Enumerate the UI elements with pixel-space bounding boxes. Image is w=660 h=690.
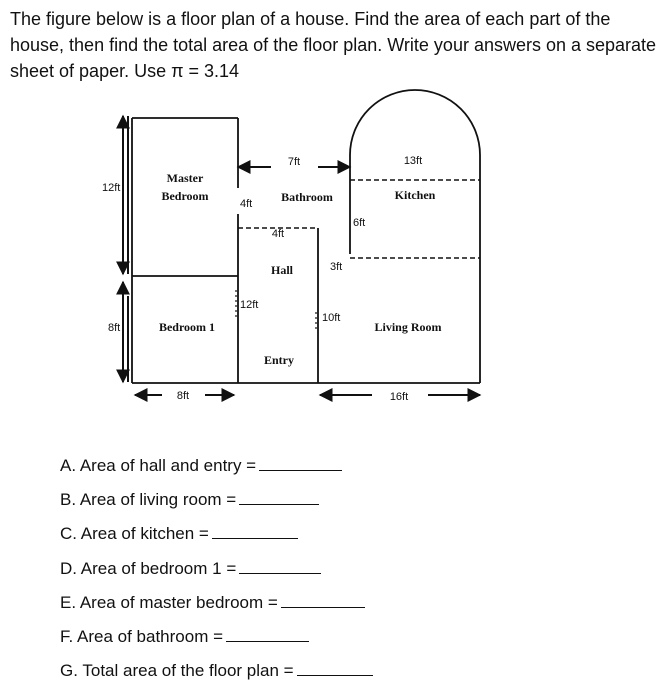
question-text: D. Area of bedroom 1 = (60, 559, 237, 578)
answer-blank (259, 456, 342, 471)
answer-blank (281, 593, 365, 608)
dim-kitchen-top: 13ft (403, 155, 423, 167)
dim-hall-side: 12ft (240, 299, 259, 311)
dim-bathroom-side: 4ft (240, 198, 253, 210)
master-bedroom-label-line1: Master (166, 171, 204, 185)
dim-entry-right: 10ft (322, 312, 341, 324)
hall-label: Hall (270, 263, 294, 277)
dim-hall-right: 3ft (330, 261, 343, 273)
question-text: G. Total area of the floor plan = (60, 661, 294, 680)
answer-blank (297, 661, 373, 676)
question-text: E. Area of master bedroom = (60, 593, 278, 612)
dim-left-bottom: 8ft (108, 322, 121, 334)
answer-blank (239, 559, 321, 574)
dim-left-top: 12ft (102, 182, 121, 194)
bedroom-1-label: Bedroom 1 (158, 320, 216, 334)
kitchen-label: Kitchen (394, 188, 436, 202)
dim-hall-top: 4ft (271, 228, 285, 240)
question-text: F. Area of bathroom = (60, 627, 224, 646)
question-a (60, 455, 342, 477)
question-text: C. Area of kitchen = (60, 524, 209, 543)
dim-bottom-right: 16ft (389, 391, 409, 403)
question-e (60, 592, 365, 614)
question-f (60, 626, 309, 648)
question-text: B. Area of living room = (60, 490, 237, 509)
dim-kitchen-side: 6ft (353, 217, 366, 229)
question-d (60, 558, 321, 580)
bathroom-label: Bathroom (281, 190, 333, 204)
dimension-arrows (123, 116, 480, 395)
question-b (60, 489, 319, 511)
dim-bottom-left: 8ft (176, 390, 190, 402)
entry-label: Entry (264, 353, 294, 367)
question-text: A. Area of hall and entry = (60, 456, 257, 475)
answer-blank (239, 490, 319, 505)
answer-blank (212, 524, 298, 539)
instructions-text: The figure below is a floor plan of a house. Find the area of each part of the house, then find the total area of the floor plan. Write your answers on a separate sheet of paper. Use π = 3.14 (10, 9, 657, 81)
master-bedroom-label-line2: Bedroom (161, 189, 209, 203)
question-g (60, 660, 373, 682)
question-c (60, 523, 298, 545)
dim-bathroom-top: 7ft (287, 156, 301, 168)
living-room-label: Living Room (374, 320, 442, 334)
floor-plan-walls (132, 90, 480, 383)
answer-blank (226, 627, 309, 642)
